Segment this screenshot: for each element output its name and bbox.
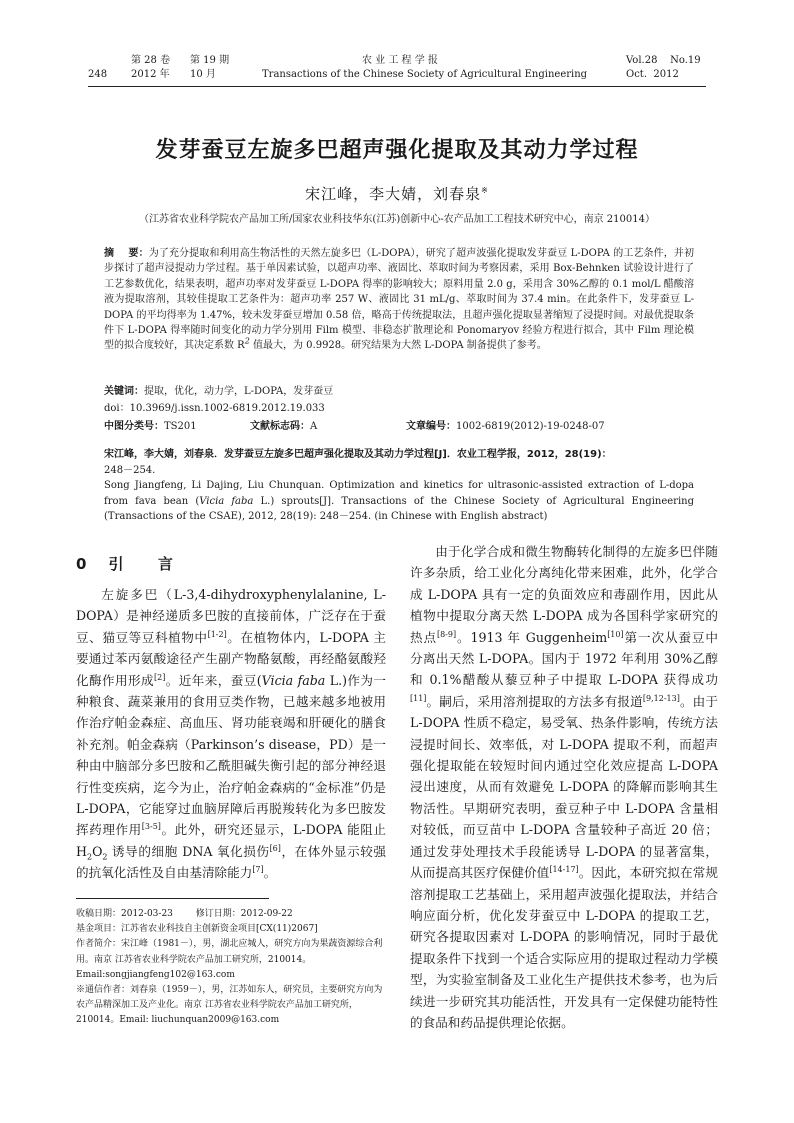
issue-cn: 第 19 期 [190, 55, 230, 66]
footnote-rule [76, 898, 269, 899]
ref-9-12-13: [9,12-13] [642, 693, 680, 703]
journal-title-en: Transactions of the Chinese Society of Agricultural Engineering [262, 69, 588, 80]
abstract-label: 摘 要： [104, 248, 149, 259]
abstract [104, 246, 694, 354]
citation-cn [104, 447, 694, 478]
footnotes [76, 907, 386, 1029]
year-cn: 2012 年 [131, 69, 170, 80]
affiliation: （江苏省农业科学院农产品加工所/国家农业科技华东(江苏)创新中心-农产品加工工程技术研究中心，南京 210014） [139, 214, 655, 225]
author-names: 宋江峰，李大婧，刘春泉 [305, 185, 482, 203]
corresponding-mark: ※ [481, 186, 489, 195]
clc-label: 中图分类号： [104, 421, 164, 432]
ref-7: [7] [252, 865, 264, 875]
ref-1-2: [1-2] [207, 629, 227, 639]
ref-6: [6] [269, 843, 281, 853]
page-number: 248 [88, 69, 108, 80]
ref-8-9: [8-9] [436, 629, 457, 639]
date-en: Oct. 2012 [626, 69, 679, 80]
intro-paragraph-2: 由于化学合成和微生物酶转化制得的左旋多巴伴随许多杂质，给工业化分离纯化带来困难，此外，化学合成 L-DOPA 具有一定的负面效应和毒副作用，因此从植物中提取分离天然 L-DOPA 成为各国科学家研究的热点[8-9]。1913 年 Guggenheim[10]第一次从蚕豆中分离出天然 L-DOPA。国内于 1972 年利用 30%乙醇和 0.1%醋酸从藜豆种子中提取 L-DOPA 获得成功[11]。嗣后，采用溶剂提取的方法多有报道[9,12-13]。由于 L-DOPA 性质不稳定，易受氧、热条件影响，传统方法浸提时间长、效率低，对 L-DOPA 提取不利，而超声强化提取能在较短时间内通过空化效应提高 L-DOPA 浸出速度，从而有效避免 L-DOPA 的降解而影响其生物活性。早期研究表明，蚕豆种子中 L-DOPA 含量相对较低，而豆苗中 L-DOPA 含量较种子高近 20 倍；通过发芽处理技术手段能诱导 L-DOPA 的显著富集，从而提高其医疗保健价值[14-17]。因此，本研究拟在常规溶剂提取工艺基础上，采用超声波强化提取法，并结合响应面分析，优化发芽蚕豆中 L-DOPA 的提取工艺，研究各提取因素对 L-DOPA 的影响情况，同时于最优提取条件下找到一个适合实际应用的提取过程动力学模型，为实验室制备及工业化生产提供技术参考，也为后续进一步研究其功能活性，开发具有一定保健功能特性的食品和药品提供理论依据。 [410, 544, 719, 1030]
ref-11: [11] [410, 693, 427, 703]
citation-cn-pages: 248－254. [104, 464, 156, 476]
journal-title-cn: 农 业 工 程 学 报 [362, 55, 438, 66]
citation-en [104, 478, 694, 525]
citation-species: Vicia faba [199, 495, 254, 507]
ref-10: [10] [607, 629, 624, 639]
keywords-text: 提取，优化，动力学，L-DOPA，发芽蚕豆 [144, 386, 334, 397]
paper-title: 发芽蚕豆左旋多巴超声强化提取及其动力学过程 [155, 138, 639, 163]
header-rule [88, 86, 706, 87]
ref-3-5: [3-5] [141, 822, 161, 832]
author-email: Email:songjiangfeng102@163.com [76, 969, 235, 980]
received-date: 收稿日期：2012-03-23 修订日期：2012-09-22 [76, 909, 293, 919]
month-cn: 10 月 [190, 69, 216, 80]
classification-row [104, 419, 694, 434]
section-heading [76, 553, 181, 574]
citation-en-part1: Song Jiangfeng, Li Dajing, Liu Chunquan. Optimization and kinetics for ultrasonic-assisted extraction of L-dopa from fava bean ( [104, 480, 694, 507]
citation-cn-text: 宋江峰，李大婧，刘春泉．发芽蚕豆左旋多巴超声强化提取及其动力学过程[J]．农业工程学报，2012，28(19)： [104, 449, 612, 460]
citation-en-part2: L.) sprouts[J]. Transactions of the Chinese Society of Agricultural Engineering (Transactions of the CSAE), 2012, 28(19): 248－254. (in Chinese with English abstract) [104, 495, 694, 522]
doc-code-label: 文献标志码： [250, 421, 310, 432]
fund-info: 基金项目：江苏省农业科技自主创新资金项目[CX(11)2067] [76, 924, 318, 935]
doi: doi：10.3969/j.issn.1002-6819.2012.19.033 [104, 403, 325, 414]
citation [104, 447, 694, 525]
article-no-value: 1002-6819(2012)-19-0248-07 [456, 421, 605, 432]
section-number: 0 [76, 555, 95, 573]
article-no-label: 文章编号： [406, 421, 456, 432]
abstract-text-end: 值最大，为 0.9928。研究结果为大然 L-DOPA 制备提供了参考。 [249, 340, 547, 352]
abstract-text: 为了充分提取和利用高生物活性的天然左旋多巴（L-DOPA），研究了超声波强化提取发芽蚕豆 L-DOPA 的工艺条件，并初步探讨了超声浸提动力学过程。基于单因素试验，以超声功率、液固比、萃取时间为考察因素，采用 Box-Behnken 试验设计进行了工艺参数优化，结果表明，超声功率对发芽蚕豆 L-DOPA 得率的影响较大；原料用量 2.0 g，采用含 30%乙醇的 0.1 mol/L 醋酸溶液为提取溶剂，其较佳提取工艺条件为：超声功率 257 W、液固比 31 mL/g、萃取时间为 37.4 min。在此条件下，发芽蚕豆 L-DOPA 的平均得率为 1.47%，较未发芽蚕豆增加 0.58 倍，略高于传统提取法，且超声强化提取显著缩短了浸提时间。对最优提取条件下 L-DOPA 得率随时间变化的动力学分别用 Film 模型、非稳态扩散理论和 Ponomaryov 经验方程进行拟合，其中 Film 理论模型的拟合度较好，其决定系数 R [104, 248, 694, 352]
left-column [76, 584, 386, 884]
r-squared-sup: 2 [244, 337, 250, 347]
ref-2: [2] [154, 672, 166, 682]
author-list [0, 183, 794, 204]
species-name: Vicia faba [261, 672, 326, 688]
section-title: 引 言 [108, 555, 181, 573]
volume-cn: 第 28 卷 [131, 55, 171, 66]
ref-14-17: [14-17] [549, 864, 579, 874]
volume-en: Vol.28 No.19 [626, 55, 701, 66]
intro-paragraph-1: 左旋多巴（L-3,4-dihydroxyphenylalanine, L-DOPA）是神经递质多巴胺的直接前体，广泛存在于蚕豆、猫豆等豆科植物中[1-2]。在植物体内，L-DOPA 主要通过苯丙氨酸途径产生副产物酪氨酸，再经酪氨酸羟化酶作用形成[2]。近年来，蚕豆(Vicia faba L.)作为一种粮食、蔬菜兼用的食用豆类作物，已越来越多地被用作治疗帕金森症、高血压、肾功能衰竭和肝硬化的膳食补充剂。帕金森病（Parkinson’s disease，PD）是一种由中脑部分多巴胺和乙酰胆碱失衡引起的部分神经退行性变疾病，迄今为止，治疗帕金森病的“金标准”仍是 L-DOPA，它能穿过血脑屏障后再脱羧转化为多巴胺发挥药理作用[3-5]。此外，研究还显示，L-DOPA 能阻止 $H_2O_2$ 诱导的细胞 DNA 氧化损伤[6]，在体外显示较强的抗氧化活性及自由基清除能力[7]。 [76, 587, 387, 881]
keywords-label: 关键词： [104, 386, 144, 397]
keywords [104, 384, 694, 399]
right-column [410, 541, 718, 1033]
corresponding-author: ※通信作者：刘春泉（1959－），男，江苏如东人，研究员，主要研究方向为农产品精深加工及产业化。南京 江苏省农业科学院农产品加工研究所，210014。Email: liuchunquan2009@163.com [76, 985, 383, 1026]
doc-code-value: A [310, 421, 318, 432]
author-intro: 作者简介：宋江峰（1981－），男，湖北应城人，研究方向为果蔬资源综合利用。南京 江苏省农业科学院农产品加工研究所，210014。 [76, 939, 383, 965]
clc-value: TS201 [164, 421, 197, 432]
